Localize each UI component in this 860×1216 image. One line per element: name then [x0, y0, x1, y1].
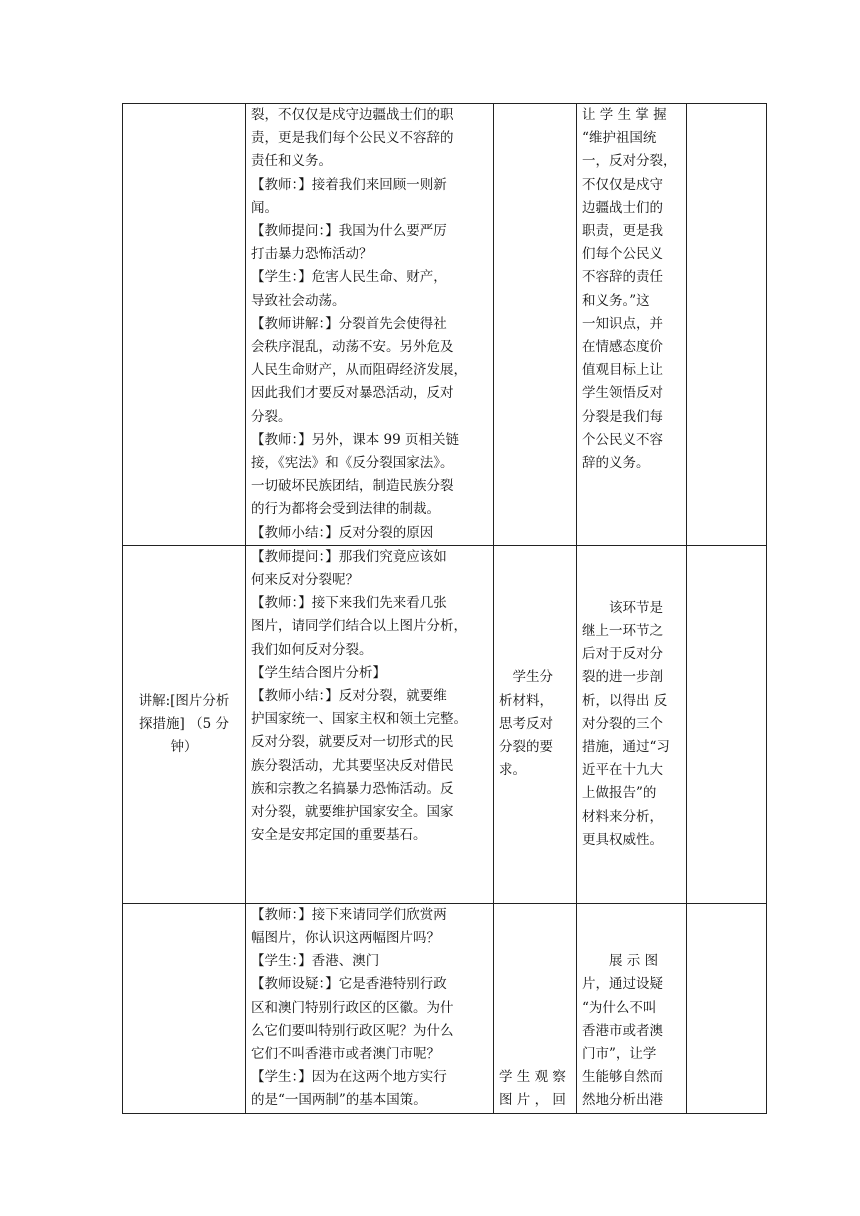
student-activity-cell	[494, 903, 577, 1113]
text-line: 钟）	[170, 738, 198, 755]
text-line: 裂，不仅仅是戍守边疆战士们的职	[251, 107, 454, 123]
teacher-activity-cell	[246, 545, 494, 903]
text-line: 学生分	[512, 669, 553, 686]
text-line: 辞的义务。	[582, 455, 650, 472]
text-line: 让 学 生 掌 握	[582, 107, 667, 123]
text-line: 该环节是	[609, 599, 663, 616]
text-line: 析，以得出 反	[582, 692, 668, 709]
text-line: 【学生结合图片分析】	[251, 664, 386, 681]
text-line: 在情感态度价	[582, 339, 663, 356]
text-line: 图片，请同学们结合以上图片分析，	[251, 618, 467, 635]
text-line: 边疆战士们的	[582, 199, 663, 216]
table-row	[123, 903, 767, 1113]
phase-cell	[123, 903, 246, 1113]
text-line: 值观目标上让	[582, 362, 663, 379]
text-line: 【教师小结：】反对分裂，就要维	[251, 688, 447, 705]
text-line: 么它们要叫特别行政区呢？为什么	[251, 1022, 454, 1039]
text-line: 分裂的要	[499, 738, 553, 755]
text-line: 导致社会动荡。	[251, 292, 346, 309]
text-line: 学生领悟反对	[582, 385, 663, 402]
text-line: 【教师：】接着我们来回顾一则新	[251, 176, 447, 193]
text-line: 护国家统一、国家主权和领土完整。	[251, 711, 467, 728]
text-line: 更具权威性。	[582, 831, 663, 848]
student-activity-cell	[494, 104, 577, 546]
text-line: 个公民义不容	[582, 431, 663, 448]
text-line: 责任和义务。	[251, 153, 332, 170]
text-line: 图 片 ， 回	[499, 1092, 566, 1109]
text-line: 何来反对分裂呢？	[251, 572, 359, 589]
student-activity-cell	[494, 545, 577, 903]
text-line: 它们不叫香港市或者澳门市呢？	[251, 1046, 440, 1063]
notes-cell	[687, 104, 767, 546]
text-line: 接，《宪法》和《反分裂国家法》。	[251, 455, 454, 472]
text-line: 【教师小结：】反对分裂的原因	[251, 524, 434, 541]
text-line: 生能够自然而	[582, 1069, 663, 1086]
phase-cell	[123, 104, 246, 546]
text-line: “为什么不叫	[582, 999, 657, 1016]
text-line: 展 示 图	[609, 953, 659, 970]
text-line: 析材料，	[499, 692, 553, 709]
text-line: 【学生：】香港、澳门	[251, 953, 380, 970]
text-line: 我们如何反对分裂。	[251, 641, 373, 658]
text-line: 族和宗教之名搞暴力恐怖活动。反	[251, 780, 454, 797]
table-row	[123, 545, 767, 903]
text-line: 们每个公民义	[582, 246, 663, 263]
text-line: 的行为都将会受到法律的制裁。	[251, 501, 440, 518]
teacher-activity-cell	[246, 104, 494, 546]
text-line: 反对分裂，就要反对一切形式的民	[251, 734, 454, 751]
text-line: 措施，通过“习	[582, 738, 670, 755]
text-line: 族分裂活动，尤其要坚决反对借民	[251, 757, 454, 774]
text-line: 一知识点，并	[582, 315, 663, 332]
text-line: 分裂。	[251, 408, 292, 425]
design-intent-cell	[577, 545, 687, 903]
text-line: 求。	[499, 762, 526, 779]
text-line: 一切破坏民族团结，制造民族分裂	[251, 478, 454, 495]
text-line: 香港市或者澳	[582, 1022, 663, 1039]
teacher-activity-cell	[246, 903, 494, 1113]
text-line: 【教师：】接下来请同学们欣赏两	[251, 906, 447, 923]
design-intent-cell	[577, 903, 687, 1113]
table-row	[123, 104, 767, 546]
text-line: 【教师提问：】那我们究竟应该如	[251, 548, 447, 565]
text-line: 的是“一国两制”的基本国策。	[251, 1092, 427, 1109]
text-line: 职责，更是我	[582, 223, 663, 240]
text-line: 打击暴力恐怖活动？	[251, 246, 373, 263]
notes-cell	[687, 903, 767, 1113]
text-line: 幅图片，你认识这两幅图片吗？	[251, 930, 440, 947]
text-line: 【教师讲解：】分裂首先会使得社	[251, 315, 447, 332]
text-line: 闻。	[251, 199, 278, 216]
text-line: 一，反对分裂，	[582, 153, 677, 170]
text-line: 讲解:[图片分析	[138, 692, 230, 709]
text-line: 会秩序混乱，动荡不安。另外危及	[251, 339, 454, 356]
text-line: 思考反对	[499, 715, 553, 732]
text-line: 安全是安邦定国的重要基石。	[251, 827, 427, 844]
text-line: “维护祖国统	[582, 130, 657, 147]
text-line: 【教师：】接下来我们先来看几张	[251, 595, 447, 612]
text-line: 然地分析出港	[582, 1092, 663, 1109]
text-line: 材料来分析，	[582, 808, 663, 825]
text-line: 学 生 观 察	[499, 1069, 566, 1086]
text-line: 分裂是我们每	[582, 408, 663, 425]
text-line: 区和澳门特别行政区的区徽。为什	[251, 999, 454, 1016]
design-intent-cell	[577, 104, 687, 546]
text-line: 继上一环节之	[582, 622, 663, 639]
text-line: 【学生：】危害人民生命、财产，	[251, 269, 447, 286]
text-line: 人民生命财产，从而阻碍经济发展，	[251, 362, 467, 379]
text-line: 【教师：】另外，课本 99 页相关链	[251, 431, 460, 448]
text-line: 探措施] （5 分	[139, 715, 229, 732]
text-line: 【学生：】因为在这两个地方实行	[251, 1069, 447, 1086]
text-line: 不容辞的责任	[582, 269, 663, 286]
text-line: 不仅仅是戍守	[582, 176, 663, 193]
text-line: 片，通过设疑	[582, 976, 663, 993]
lesson-plan-table	[122, 103, 767, 1114]
text-line: 上做报告”的	[582, 785, 657, 802]
notes-cell	[687, 545, 767, 903]
text-line: 对分裂的三个	[582, 715, 663, 732]
text-line: 近平在十九大	[582, 762, 663, 779]
text-line: 裂的进一步剖	[582, 669, 663, 686]
text-line: 后对于反对分	[582, 646, 663, 663]
text-line: 和义务。”这	[582, 292, 650, 309]
text-line: 责，更是我们每个公民义不容辞的	[251, 130, 454, 147]
text-line: 对分裂，就要维护国家安全。国家	[251, 804, 454, 821]
text-line: 因此我们才要反对暴恐活动，反对	[251, 385, 454, 402]
text-line: 【教师提问：】我国为什么要严厉	[251, 223, 447, 240]
text-line: 门市”，让学	[582, 1046, 657, 1063]
text-line: 【教师设疑：】它是香港特别行政	[251, 976, 447, 993]
phase-cell	[123, 545, 246, 903]
